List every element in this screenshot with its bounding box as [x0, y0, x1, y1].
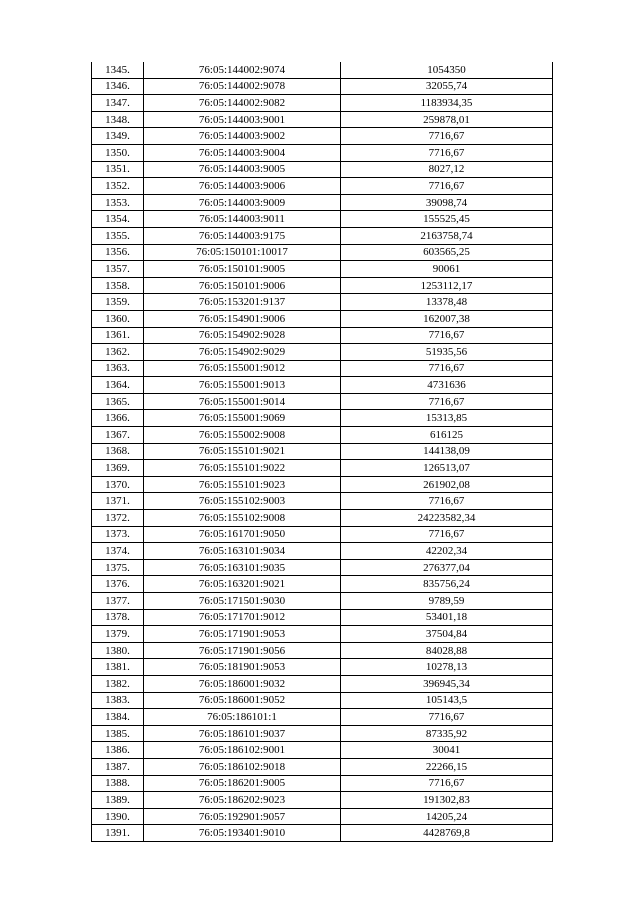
value-cell: 10278,13 [341, 659, 553, 676]
row-number-cell: 1386. [92, 742, 144, 759]
row-number-cell: 1356. [92, 244, 144, 261]
data-table-container [91, 62, 552, 842]
value-cell: 13378,48 [341, 294, 553, 311]
cadastral-number-cell: 76:05:155001:9069 [144, 410, 341, 427]
cadastral-number-cell: 76:05:154902:9029 [144, 344, 341, 361]
row-number-cell: 1375. [92, 559, 144, 576]
table-row [92, 194, 553, 211]
value-cell: 1253112,17 [341, 277, 553, 294]
table-row [92, 792, 553, 809]
table-row [92, 725, 553, 742]
table-row [92, 128, 553, 145]
table-row [92, 277, 553, 294]
cadastral-number-cell: 76:05:150101:9005 [144, 261, 341, 278]
row-number-cell: 1370. [92, 476, 144, 493]
table-row [92, 211, 553, 228]
row-number-cell: 1390. [92, 808, 144, 825]
value-cell: 53401,18 [341, 609, 553, 626]
row-number-cell: 1368. [92, 443, 144, 460]
table-row [92, 659, 553, 676]
table-row [92, 227, 553, 244]
table-row [92, 609, 553, 626]
value-cell: 7716,67 [341, 144, 553, 161]
cadastral-number-cell: 76:05:144003:9004 [144, 144, 341, 161]
value-cell: 14205,24 [341, 808, 553, 825]
row-number-cell: 1373. [92, 526, 144, 543]
cadastral-number-cell: 76:05:193401:9010 [144, 825, 341, 842]
value-cell: 144138,09 [341, 443, 553, 460]
table-row [92, 526, 553, 543]
cadastral-number-cell: 76:05:186101:1 [144, 709, 341, 726]
row-number-cell: 1351. [92, 161, 144, 178]
value-cell: 105143,5 [341, 692, 553, 709]
cadastral-number-cell: 76:05:155101:9023 [144, 476, 341, 493]
value-cell: 39098,74 [341, 194, 553, 211]
row-number-cell: 1355. [92, 227, 144, 244]
cadastral-number-cell: 76:05:186001:9032 [144, 675, 341, 692]
row-number-cell: 1363. [92, 360, 144, 377]
value-cell: 90061 [341, 261, 553, 278]
table-row [92, 476, 553, 493]
value-cell: 2163758,74 [341, 227, 553, 244]
cadastral-number-cell: 76:05:186202:9023 [144, 792, 341, 809]
cadastral-number-cell: 76:05:144003:9005 [144, 161, 341, 178]
cadastral-number-cell: 76:05:144002:9078 [144, 78, 341, 95]
row-number-cell: 1391. [92, 825, 144, 842]
row-number-cell: 1352. [92, 178, 144, 195]
cadastral-number-cell: 76:05:144003:9011 [144, 211, 341, 228]
table-row [92, 808, 553, 825]
value-cell: 603565,25 [341, 244, 553, 261]
value-cell: 7716,67 [341, 393, 553, 410]
row-number-cell: 1361. [92, 327, 144, 344]
table-row [92, 178, 553, 195]
table-row [92, 161, 553, 178]
cadastral-number-cell: 76:05:144002:9082 [144, 95, 341, 112]
row-number-cell: 1365. [92, 393, 144, 410]
value-cell: 24223582,34 [341, 510, 553, 527]
table-row [92, 111, 553, 128]
value-cell: 155525,45 [341, 211, 553, 228]
cadastral-number-cell: 76:05:155001:9013 [144, 377, 341, 394]
table-row [92, 576, 553, 593]
row-number-cell: 1358. [92, 277, 144, 294]
row-number-cell: 1362. [92, 344, 144, 361]
table-row [92, 244, 553, 261]
table-row [92, 742, 553, 759]
table-row [92, 360, 553, 377]
table-row [92, 510, 553, 527]
value-cell: 7716,67 [341, 327, 553, 344]
cadastral-number-cell: 76:05:144002:9074 [144, 62, 341, 78]
value-cell: 7716,67 [341, 178, 553, 195]
cadastral-number-cell: 76:05:155002:9008 [144, 427, 341, 444]
row-number-cell: 1364. [92, 377, 144, 394]
table-row [92, 543, 553, 560]
cadastral-number-cell: 76:05:171901:9056 [144, 642, 341, 659]
value-cell: 7716,67 [341, 360, 553, 377]
row-number-cell: 1367. [92, 427, 144, 444]
value-cell: 1183934,35 [341, 95, 553, 112]
value-cell: 84028,88 [341, 642, 553, 659]
value-cell: 396945,34 [341, 675, 553, 692]
row-number-cell: 1346. [92, 78, 144, 95]
row-number-cell: 1387. [92, 758, 144, 775]
table-row [92, 310, 553, 327]
row-number-cell: 1377. [92, 593, 144, 610]
value-cell: 8027,12 [341, 161, 553, 178]
cadastral-number-cell: 76:05:155101:9021 [144, 443, 341, 460]
cadastral-number-cell: 76:05:154902:9028 [144, 327, 341, 344]
row-number-cell: 1384. [92, 709, 144, 726]
value-cell: 7716,67 [341, 128, 553, 145]
table-row [92, 642, 553, 659]
cadastral-number-cell: 76:05:155001:9014 [144, 393, 341, 410]
table-row [92, 427, 553, 444]
value-cell: 276377,04 [341, 559, 553, 576]
row-number-cell: 1383. [92, 692, 144, 709]
cadastral-number-cell: 76:05:144003:9001 [144, 111, 341, 128]
table-row [92, 559, 553, 576]
value-cell: 22266,15 [341, 758, 553, 775]
table-body [92, 62, 553, 841]
cadastral-number-cell: 76:05:155102:9008 [144, 510, 341, 527]
row-number-cell: 1366. [92, 410, 144, 427]
value-cell: 162007,38 [341, 310, 553, 327]
cadastral-number-cell: 76:05:163101:9034 [144, 543, 341, 560]
cadastral-number-cell: 76:05:155101:9022 [144, 460, 341, 477]
cadastral-number-cell: 76:05:186102:9001 [144, 742, 341, 759]
row-number-cell: 1382. [92, 675, 144, 692]
cadastral-number-cell: 76:05:171501:9030 [144, 593, 341, 610]
cadastral-number-cell: 76:05:144003:9002 [144, 128, 341, 145]
table-row [92, 393, 553, 410]
cadastral-number-cell: 76:05:153201:9137 [144, 294, 341, 311]
row-number-cell: 1372. [92, 510, 144, 527]
row-number-cell: 1389. [92, 792, 144, 809]
row-number-cell: 1371. [92, 493, 144, 510]
value-cell: 7716,67 [341, 526, 553, 543]
row-number-cell: 1353. [92, 194, 144, 211]
row-number-cell: 1354. [92, 211, 144, 228]
value-cell: 87335,92 [341, 725, 553, 742]
row-number-cell: 1376. [92, 576, 144, 593]
cadastral-number-cell: 76:05:154901:9006 [144, 310, 341, 327]
value-cell: 835756,24 [341, 576, 553, 593]
row-number-cell: 1381. [92, 659, 144, 676]
cadastral-number-cell: 76:05:155102:9003 [144, 493, 341, 510]
row-number-cell: 1350. [92, 144, 144, 161]
value-cell: 7716,67 [341, 775, 553, 792]
table-row [92, 144, 553, 161]
value-cell: 15313,85 [341, 410, 553, 427]
table-row [92, 626, 553, 643]
cadastral-number-cell: 76:05:186101:9037 [144, 725, 341, 742]
cadastral-number-cell: 76:05:163201:9021 [144, 576, 341, 593]
row-number-cell: 1360. [92, 310, 144, 327]
table-row [92, 593, 553, 610]
value-cell: 1054350 [341, 62, 553, 78]
table-row [92, 709, 553, 726]
table-row [92, 758, 553, 775]
cadastral-number-cell: 76:05:150101:9006 [144, 277, 341, 294]
row-number-cell: 1347. [92, 95, 144, 112]
row-number-cell: 1378. [92, 609, 144, 626]
cadastral-number-cell: 76:05:144003:9006 [144, 178, 341, 195]
value-cell: 51935,56 [341, 344, 553, 361]
value-cell: 7716,67 [341, 709, 553, 726]
cadastral-value-table [91, 62, 553, 842]
table-row [92, 692, 553, 709]
row-number-cell: 1345. [92, 62, 144, 78]
value-cell: 42202,34 [341, 543, 553, 560]
value-cell: 37504,84 [341, 626, 553, 643]
value-cell: 261902,08 [341, 476, 553, 493]
cadastral-number-cell: 76:05:161701:9050 [144, 526, 341, 543]
table-row [92, 78, 553, 95]
cadastral-number-cell: 76:05:144003:9009 [144, 194, 341, 211]
row-number-cell: 1374. [92, 543, 144, 560]
value-cell: 4428769,8 [341, 825, 553, 842]
cadastral-number-cell: 76:05:186201:9005 [144, 775, 341, 792]
table-row [92, 493, 553, 510]
table-row [92, 62, 553, 78]
value-cell: 9789,59 [341, 593, 553, 610]
row-number-cell: 1385. [92, 725, 144, 742]
table-row [92, 460, 553, 477]
value-cell: 191302,83 [341, 792, 553, 809]
cadastral-number-cell: 76:05:192901:9057 [144, 808, 341, 825]
table-row [92, 294, 553, 311]
cadastral-number-cell: 76:05:186102:9018 [144, 758, 341, 775]
cadastral-number-cell: 76:05:163101:9035 [144, 559, 341, 576]
table-row [92, 410, 553, 427]
table-row [92, 825, 553, 842]
cadastral-number-cell: 76:05:155001:9012 [144, 360, 341, 377]
table-row [92, 775, 553, 792]
cadastral-number-cell: 76:05:186001:9052 [144, 692, 341, 709]
row-number-cell: 1357. [92, 261, 144, 278]
cadastral-number-cell: 76:05:171901:9053 [144, 626, 341, 643]
cadastral-number-cell: 76:05:150101:10017 [144, 244, 341, 261]
cadastral-number-cell: 76:05:144003:9175 [144, 227, 341, 244]
value-cell: 126513,07 [341, 460, 553, 477]
row-number-cell: 1359. [92, 294, 144, 311]
value-cell: 259878,01 [341, 111, 553, 128]
row-number-cell: 1380. [92, 642, 144, 659]
cadastral-number-cell: 76:05:181901:9053 [144, 659, 341, 676]
value-cell: 30041 [341, 742, 553, 759]
table-row [92, 443, 553, 460]
table-row [92, 675, 553, 692]
row-number-cell: 1379. [92, 626, 144, 643]
value-cell: 4731636 [341, 377, 553, 394]
table-row [92, 261, 553, 278]
table-row [92, 95, 553, 112]
table-row [92, 377, 553, 394]
row-number-cell: 1349. [92, 128, 144, 145]
cadastral-number-cell: 76:05:171701:9012 [144, 609, 341, 626]
table-row [92, 344, 553, 361]
row-number-cell: 1369. [92, 460, 144, 477]
table-row [92, 327, 553, 344]
value-cell: 32055,74 [341, 78, 553, 95]
row-number-cell: 1388. [92, 775, 144, 792]
value-cell: 7716,67 [341, 493, 553, 510]
value-cell: 616125 [341, 427, 553, 444]
row-number-cell: 1348. [92, 111, 144, 128]
